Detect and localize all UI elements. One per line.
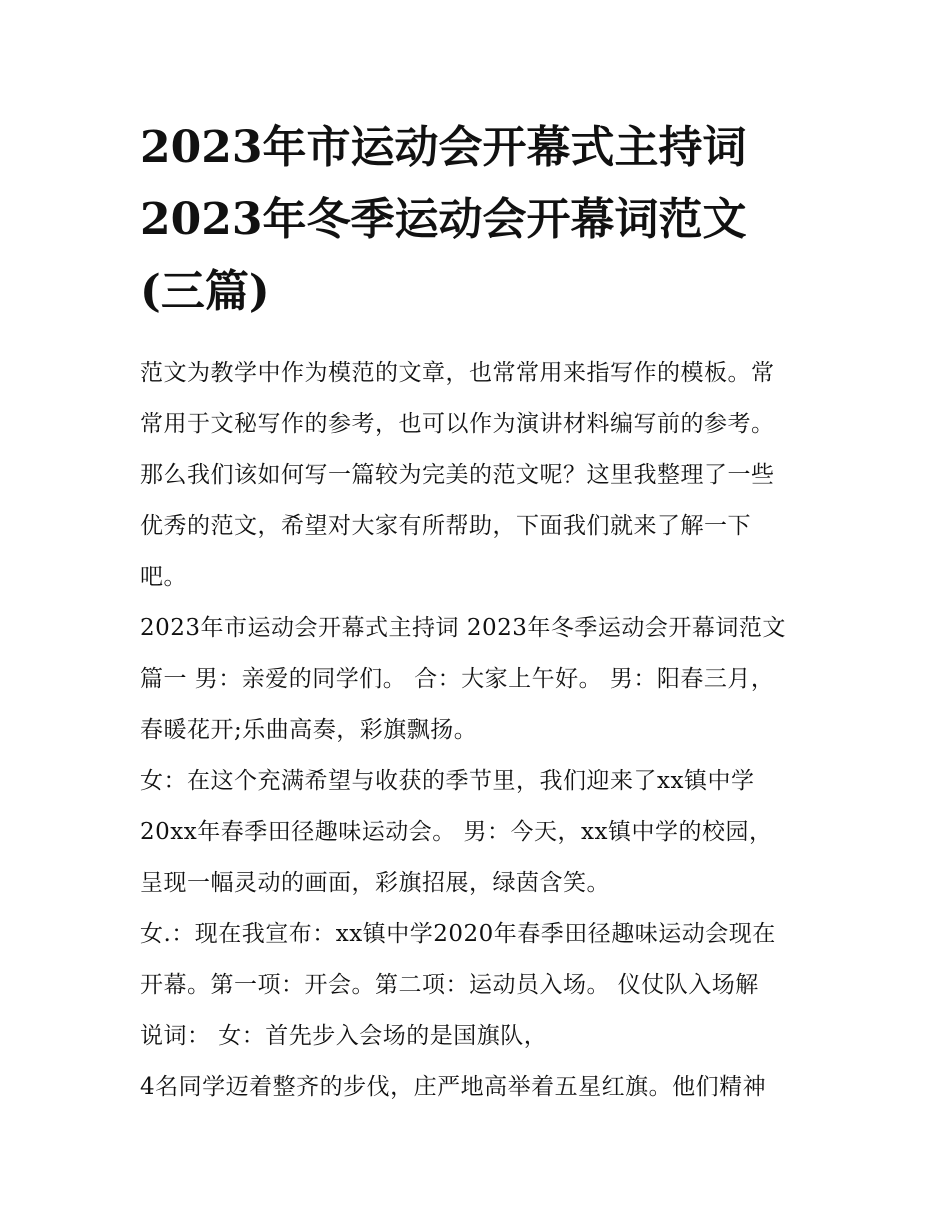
text-line: 那么我们该如何写一篇较为完美的范文呢？这里我整理了一些 <box>140 462 775 488</box>
paragraph-opening <box>140 603 820 756</box>
paragraph-announcement <box>140 909 820 1062</box>
text-line: 20xx年春季田径趣味运动会。 男：今天，xx镇中学的校园， <box>140 819 773 845</box>
text-line: 常用于文秘写作的参考，也可以作为演讲材料编写前的参考。 <box>140 411 775 437</box>
document-body <box>140 348 820 1113</box>
document-page <box>140 112 820 1113</box>
text-line: 呈现一幅灵动的画面，彩旗招展，绿茵含笑。 <box>140 870 610 896</box>
text-line: 春暖花开;乐曲高奏，彩旗飘扬。 <box>140 717 478 743</box>
document-title <box>140 112 820 328</box>
text-line: 篇一 男：亲爱的同学们。 合：大家上午好。 男：阳春三月， <box>140 666 775 692</box>
text-line: 范文为教学中作为模范的文章，也常常用来指写作的模板。常 <box>140 360 775 386</box>
title-line-2: 2023年冬季运动会开幕词范文 <box>140 194 747 245</box>
text-line: 4名同学迈着整齐的步伐，庄严地高举着五星红旗。他们精神 <box>140 1074 767 1100</box>
paragraph-flag-team <box>140 1062 820 1113</box>
text-line: 女.：现在我宣布：xx镇中学2020年春季田径趣味运动会现在 <box>140 921 776 947</box>
paragraph-female-host-1 <box>140 756 820 909</box>
text-line: 优秀的范文，希望对大家有所帮助，下面我们就来了解一下 <box>140 513 751 539</box>
text-line: 说词： 女：首先步入会场的是国旗队， <box>140 1023 548 1049</box>
text-line: 2023年市运动会开幕式主持词 2023年冬季运动会开幕词范文 <box>140 615 786 641</box>
title-line-3: (三篇) <box>140 266 270 317</box>
text-line: 开幕。第一项：开会。第二项：运动员入场。 仪仗队入场解 <box>140 972 759 998</box>
paragraph-intro <box>140 348 820 603</box>
text-line: 女：在这个充满希望与收获的季节里，我们迎来了xx镇中学 <box>140 768 755 794</box>
text-line: 吧。 <box>140 564 187 590</box>
title-line-1: 2023年市运动会开幕式主持词 <box>140 122 747 173</box>
